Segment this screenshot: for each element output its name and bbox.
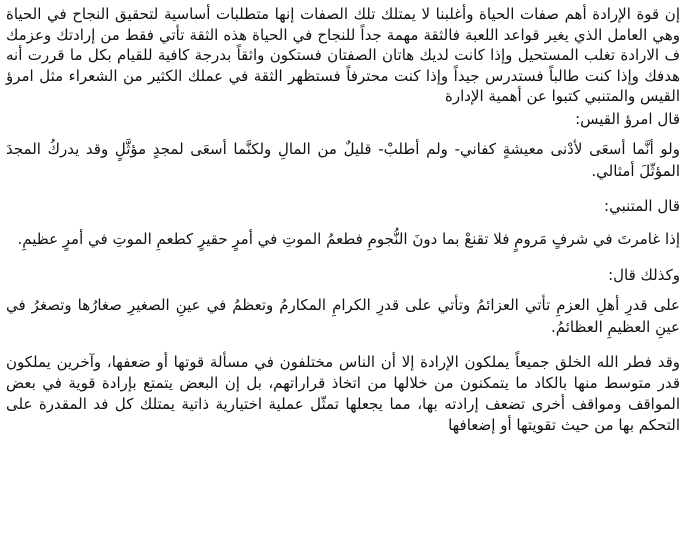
heading-imru-al-qais: قال امرؤ القيس: (575, 109, 680, 128)
document-body (6, 4, 680, 540)
intro-paragraph: إن قوة الإرادة أهم صفات الحياة وأغلبنا لا يمتلك تلك الصفات إنها متطلبات أساسية لتحقيق النجاح في الحياة وهي العامل الذي يغير قواعد اللعبة فالثقة مهمة جداً للنجاح في الحياة هذه الثقة تأتي فقط من إرادتك وعزمك ف الارادة تغلب المستحيل وإذا كانت لديك هاتان الصفتان فستكون واثقاً بدرجة كافية للقيام بكل ما قررت أنه هدفك وإذا كنت طالباً فستدرس جيداً وإذا كنت محترفاً فستظهر الثقة في عملك الكثير من الشعراء مثل امرؤ القيس والمتنبي كتبوا عن أهمية الإدارة (6, 5, 680, 105)
poem-al-mutanabbi: إذا غامرتَ في شرفٍ مَرومٍ فلا تقنعْ بما دونَ النُّجومِ فطعمُ الموتِ في أمرٍ حقيرٍ كطعمِ الموتِ في أمرٍ عظيمِ. (17, 229, 680, 248)
closing-paragraph: وقد فطر الله الخلق جميعاً يملكون الإرادة إلا أن الناس مختلفون في مسألة قوتها أو ضعفها، وآخرين يملكون قدر متوسط منها بالكاد ما يتمكنون من خلالها من اتخاذ قراراتهم، بل إن البعض يتمتع بإرادة قوية في بعض المواقف ومواقف أخرى تضعف إرادته بها، مما يجعلها تمثّل عملية اختيارية ذاتية يمتلك كل فد المقدرة على التحكم بها من حيث تقويتها أو إضعافها (6, 353, 680, 434)
poem-imru-al-qais: ولو أنَّما أسعَى لأدْنى معيشةٍ كفاني- ولم أطلبْ- قليلٌ من المالِ ولكنَّما أسعَى لمجدٍ مؤثَّلٍ وقد يدركُ المجدَ المؤثّلَ أمثالي. (6, 140, 680, 180)
heading-also-said: وكذلك قال: (608, 265, 680, 284)
poem-also-said: على قدرِ أهلِ العزمِ تأتي العزائمُ وتأتي على قدرِ الكرامِ المكارمُ وتعظمُ في عينِ الصغيرِ صغارُها وتصغرُ في عينِ العظيمِ العظائمُ. (6, 296, 680, 336)
heading-al-mutanabbi: قال المتنبي: (604, 197, 680, 215)
